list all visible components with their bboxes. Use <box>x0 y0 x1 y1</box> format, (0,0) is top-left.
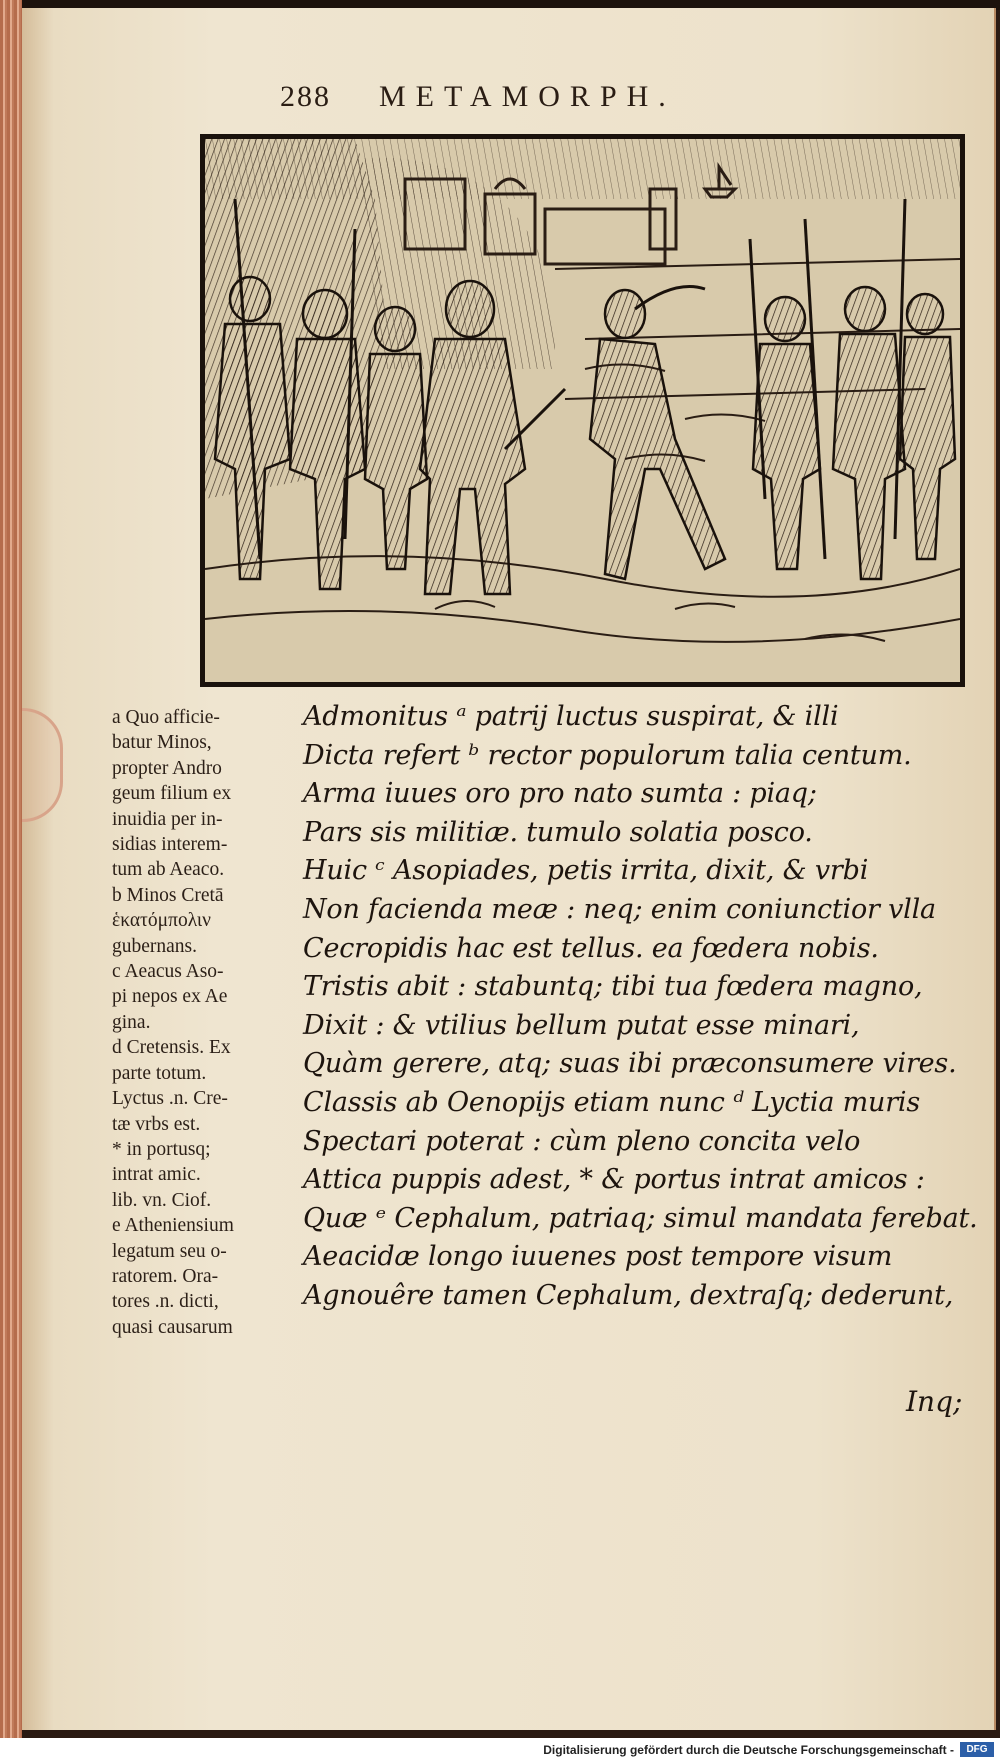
verse-line: Dicta refert ᵇ rector populorum talia centum. <box>303 739 912 771</box>
note-line: b Minos Cretā <box>112 884 224 906</box>
note-line: a Quo afficie- <box>112 707 220 728</box>
note-line: intrat amic. <box>112 1164 201 1186</box>
verse-line: Aeacidæ longo iuuenes post tempore visum <box>303 1241 893 1273</box>
note-line: propter Andro <box>112 757 222 779</box>
footer-bar <box>0 1738 1000 1760</box>
note-line: batur Minos, <box>112 732 212 754</box>
note-line: parte totum. <box>112 1062 207 1084</box>
verse-line: Arma iuues oro pro nato sumta : piaq; <box>303 778 817 810</box>
verse-line: Classis ab Oenopijs etiam nunc ᵈ Lyctia muris <box>303 1086 921 1118</box>
verse-line: Pars sis militiæ. tumulo solatia posco. <box>303 816 813 848</box>
marginal-notes <box>112 705 292 1340</box>
note-line: tores .n. dicti, <box>112 1291 219 1313</box>
note-line: inuidia per in- <box>112 808 223 830</box>
woodcut-illustration <box>200 134 965 687</box>
verse-line: Attica puppis adest, * & portus intrat amicos : <box>303 1164 925 1196</box>
note-line: legatum seu o- <box>112 1240 227 1262</box>
note-line: * in portusq; <box>112 1138 211 1160</box>
verse-line: Dixit : & vtilius bellum putat esse minari, <box>303 1009 860 1041</box>
verse-line: Huic ᶜ Asopiades, petis irrita, dixit, & vrbi <box>303 855 869 887</box>
footer-credit: Digitalisierung gefördert durch die Deutsche Forschungsgemeinschaft - <box>543 1743 954 1757</box>
verse-line: Agnouêre tamen Cephalum, dextraſq; dederunt, <box>303 1279 954 1311</box>
note-line: lib. vn. Ciof. <box>112 1189 212 1211</box>
note-line: tæ vrbs est. <box>112 1113 201 1135</box>
verse-line: Non facienda meæ : neq; enim coniunctior vlla <box>303 893 936 925</box>
note-line: d Cretensis. Ex <box>112 1037 231 1059</box>
note-line: geum filium ex <box>112 783 232 805</box>
note-line: quasi causarum <box>112 1316 233 1338</box>
note-line: Lyctus .n. Cre- <box>112 1088 228 1110</box>
note-line: e Atheniensium <box>112 1215 234 1237</box>
verse-line: Tristis abit : stabuntq; tibi tua fœdera magno, <box>303 971 923 1003</box>
verse-line: Admonitus ᵃ patrij luctus suspirat, & illi <box>303 701 839 732</box>
catchword: Inq; <box>906 1385 963 1418</box>
note-line: ratorem. Ora- <box>112 1265 219 1287</box>
note-line: gubernans. <box>112 935 198 957</box>
page-number: 288 <box>280 80 331 113</box>
verse-line: Quàm gerere, atq; suas ibi præconsumere vires. <box>303 1048 957 1080</box>
verse-line: Cecropidis hac est tellus. ea fœdera nobis. <box>303 932 879 964</box>
note-line: c Aeacus Aso- <box>112 961 224 983</box>
note-line: ἑκατόμπολιν <box>112 910 211 932</box>
note-line: gina. <box>112 1011 151 1033</box>
verse-text <box>303 698 983 1316</box>
woodcut-drawing <box>205 139 960 682</box>
dfg-logo: DFG <box>960 1742 994 1757</box>
verse-line: Spectari poterat : cùm pleno concita velo <box>303 1125 861 1157</box>
note-line: tum ab Aeaco. <box>112 859 225 881</box>
running-title: METAMORPH. <box>379 80 676 113</box>
note-line: sidias interem- <box>112 834 228 856</box>
running-head <box>280 80 676 114</box>
note-line: pi nepos ex Ae <box>112 986 228 1008</box>
verse-line: Quæ ᵉ Cephalum, patriaq; simul mandata ferebat. <box>303 1202 978 1234</box>
page-stack-edge <box>0 0 22 1760</box>
